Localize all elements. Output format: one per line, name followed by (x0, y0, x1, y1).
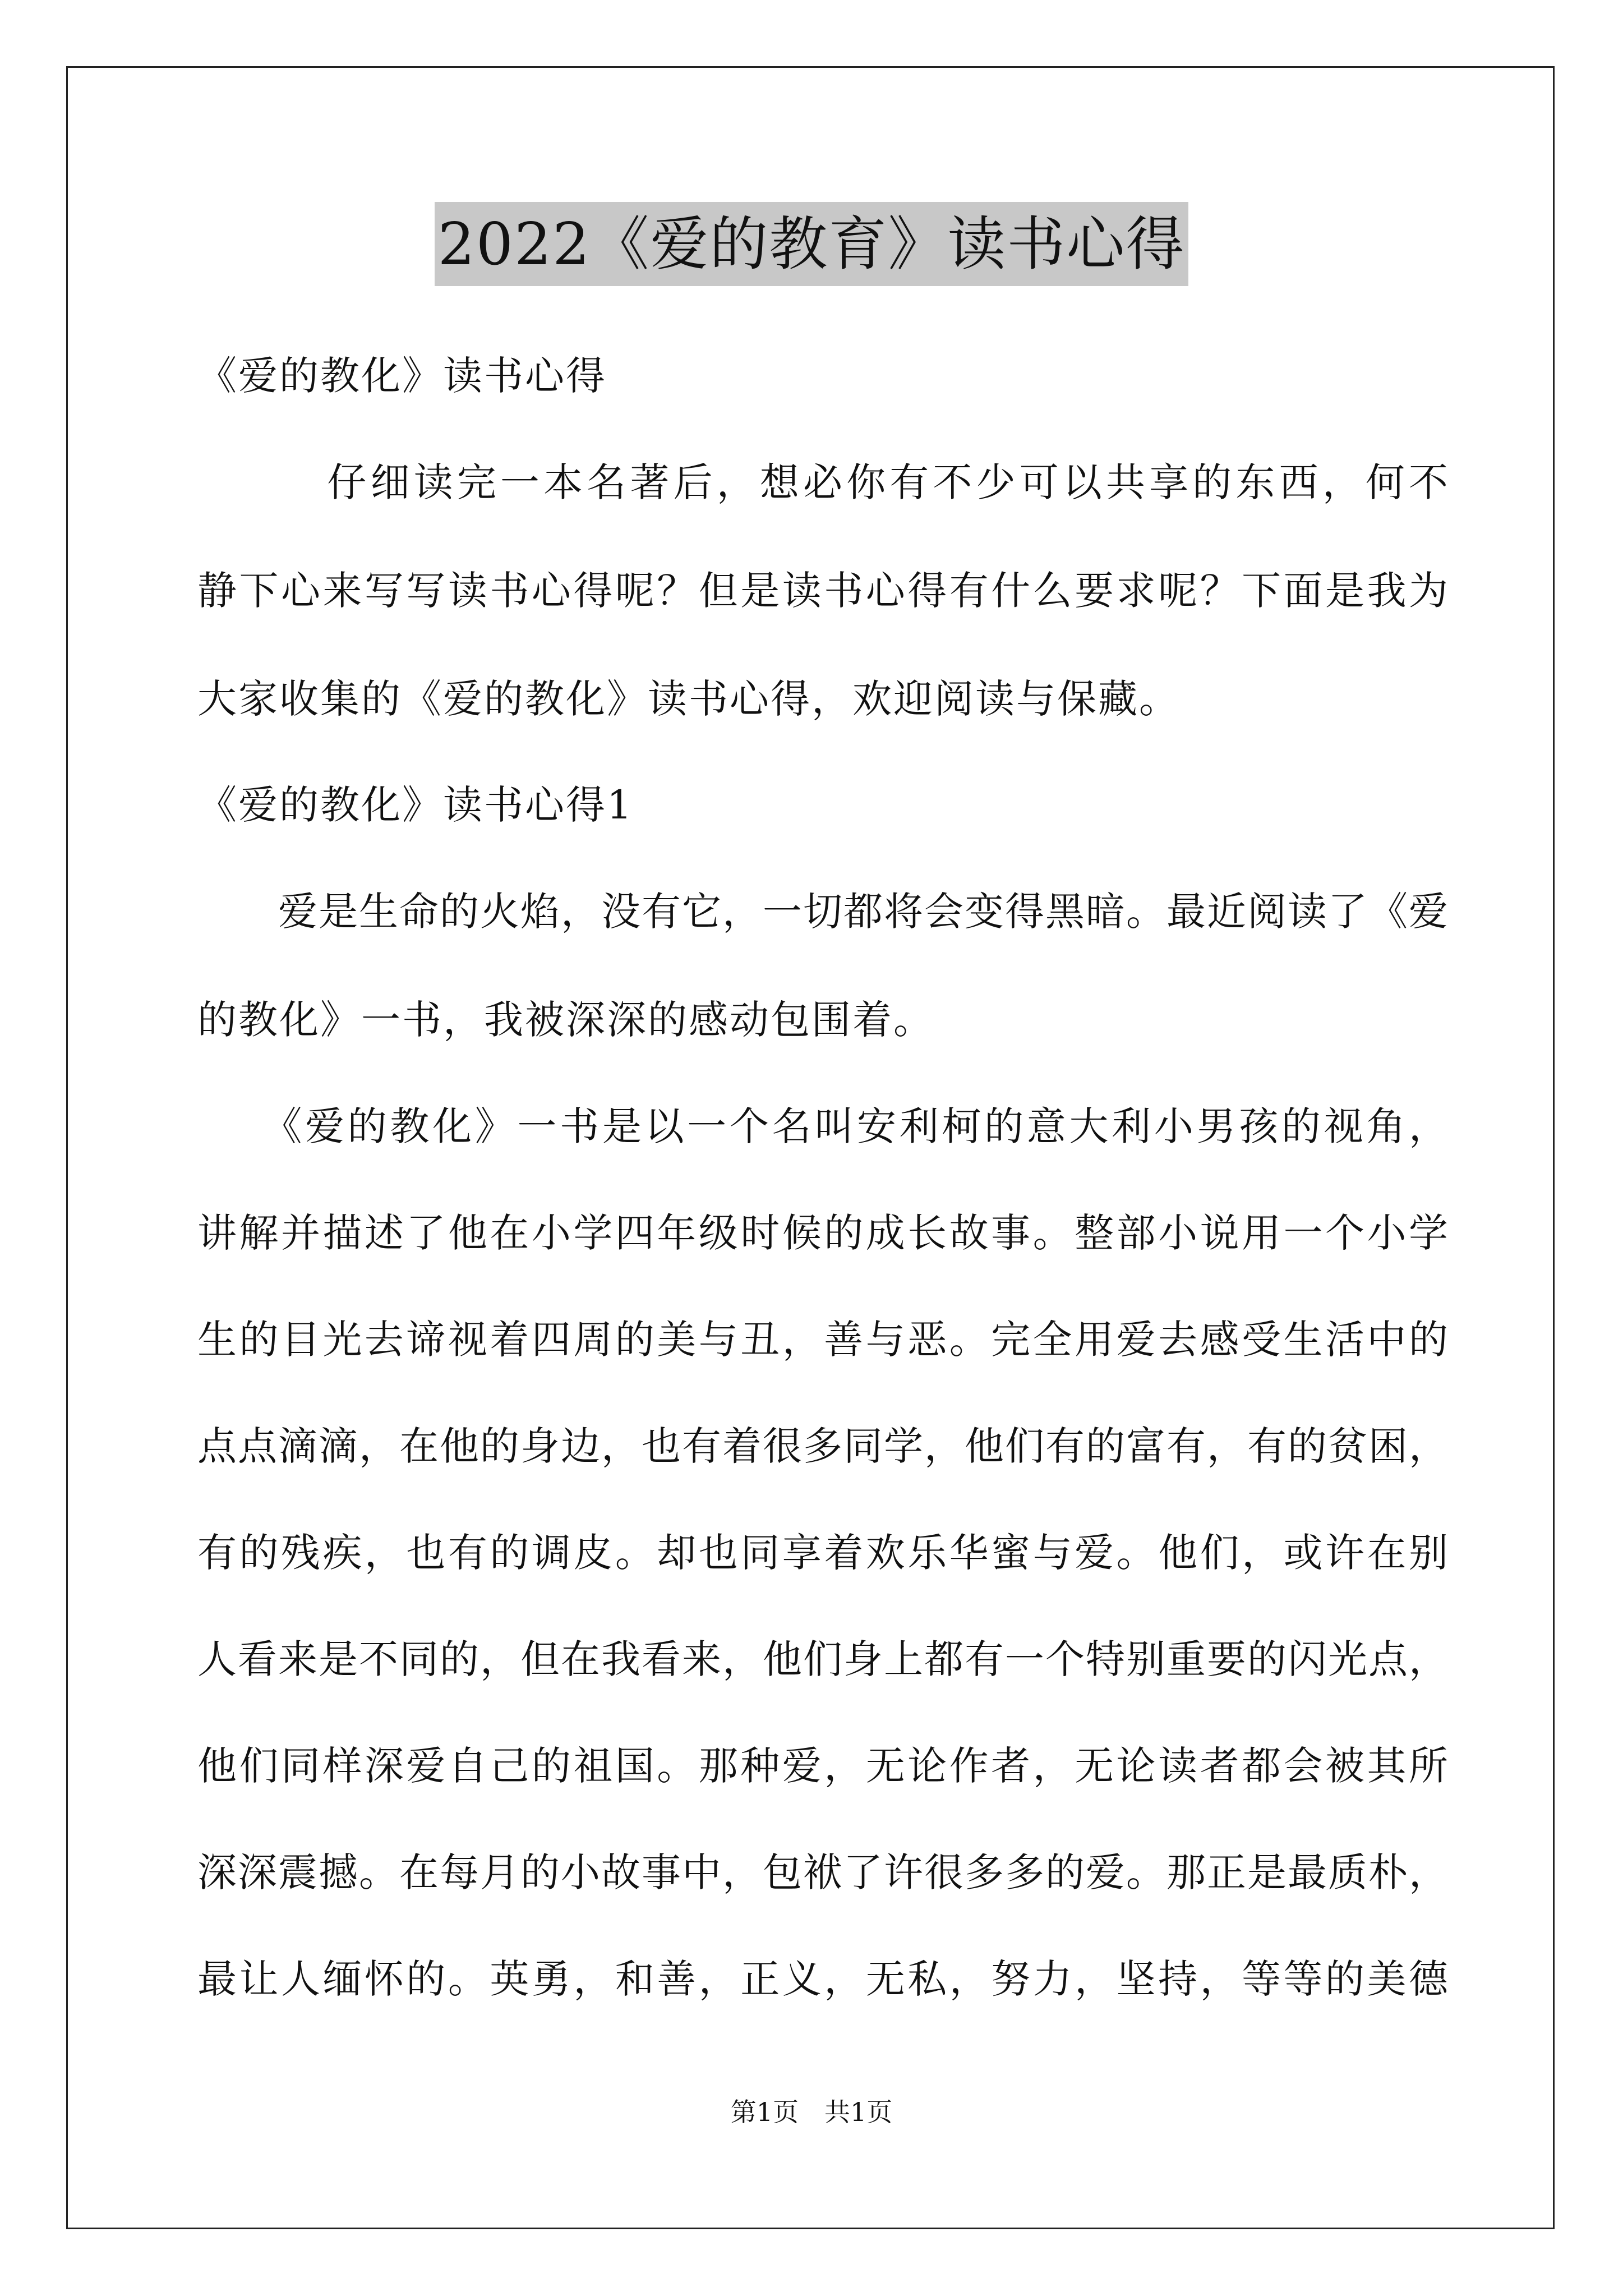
section-heading: 《爱的教化》读书心得 (197, 353, 607, 399)
section-heading: 《爱的教化》读书心得1 (197, 782, 634, 828)
paragraph-line: 点点滴滴，在他的身边，也有着很多同学，他们有的富有，有的贫困， (197, 1423, 1448, 1469)
paragraph-line: 的教化》一书，我被深深的感动包围着。 (197, 997, 934, 1043)
paragraph-line: 大家收集的《爱的教化》读书心得，欢迎阅读与保藏。 (197, 676, 1180, 722)
paragraph-line: 他们同样深爱自己的祖国。那种爱，无论作者，无论读者都会被其所 (197, 1743, 1448, 1789)
paragraph-line: 爱是生命的火焰，没有它，一切都将会变得黑暗。最近阅读了《爱 (197, 889, 1448, 935)
document-title: 2022《爱的教育》读书心得 (435, 202, 1189, 286)
paragraph-line: 仔细读完一本名著后，想必你有不少可以共享的东西，何不 (197, 459, 1448, 505)
paragraph-line: 静下心来写写读书心得呢？但是读书心得有什么要求呢？下面是我为 (197, 568, 1448, 614)
paragraph-line: 有的残疾，也有的调皮。却也同享着欢乐华蜜与爱。他们，或许在别 (197, 1530, 1448, 1576)
paragraph-line: 深深震撼。在每月的小故事中，包袱了许很多多的爱。那正是最质朴， (197, 1849, 1448, 1895)
paragraph-line: 人看来是不同的，但在我看来，他们身上都有一个特别重要的闪光点， (197, 1636, 1448, 1682)
paragraph-line: 讲解并描述了他在小学四年级时候的成长故事。整部小说用一个小学 (197, 1210, 1448, 1256)
page-number-footer: 第1页 共1页 (730, 2097, 893, 2127)
title-container (0, 202, 1623, 286)
paragraph-line: 《爱的教化》一书是以一个名叫安利柯的意大利小男孩的视角， (197, 1103, 1448, 1149)
paragraph-line: 最让人缅怀的。英勇，和善，正义，无私，努力，坚持，等等的美德 (197, 1956, 1448, 2002)
paragraph-line: 生的目光去谛视着四周的美与丑，善与恶。完全用爱去感受生活中的 (197, 1317, 1448, 1363)
